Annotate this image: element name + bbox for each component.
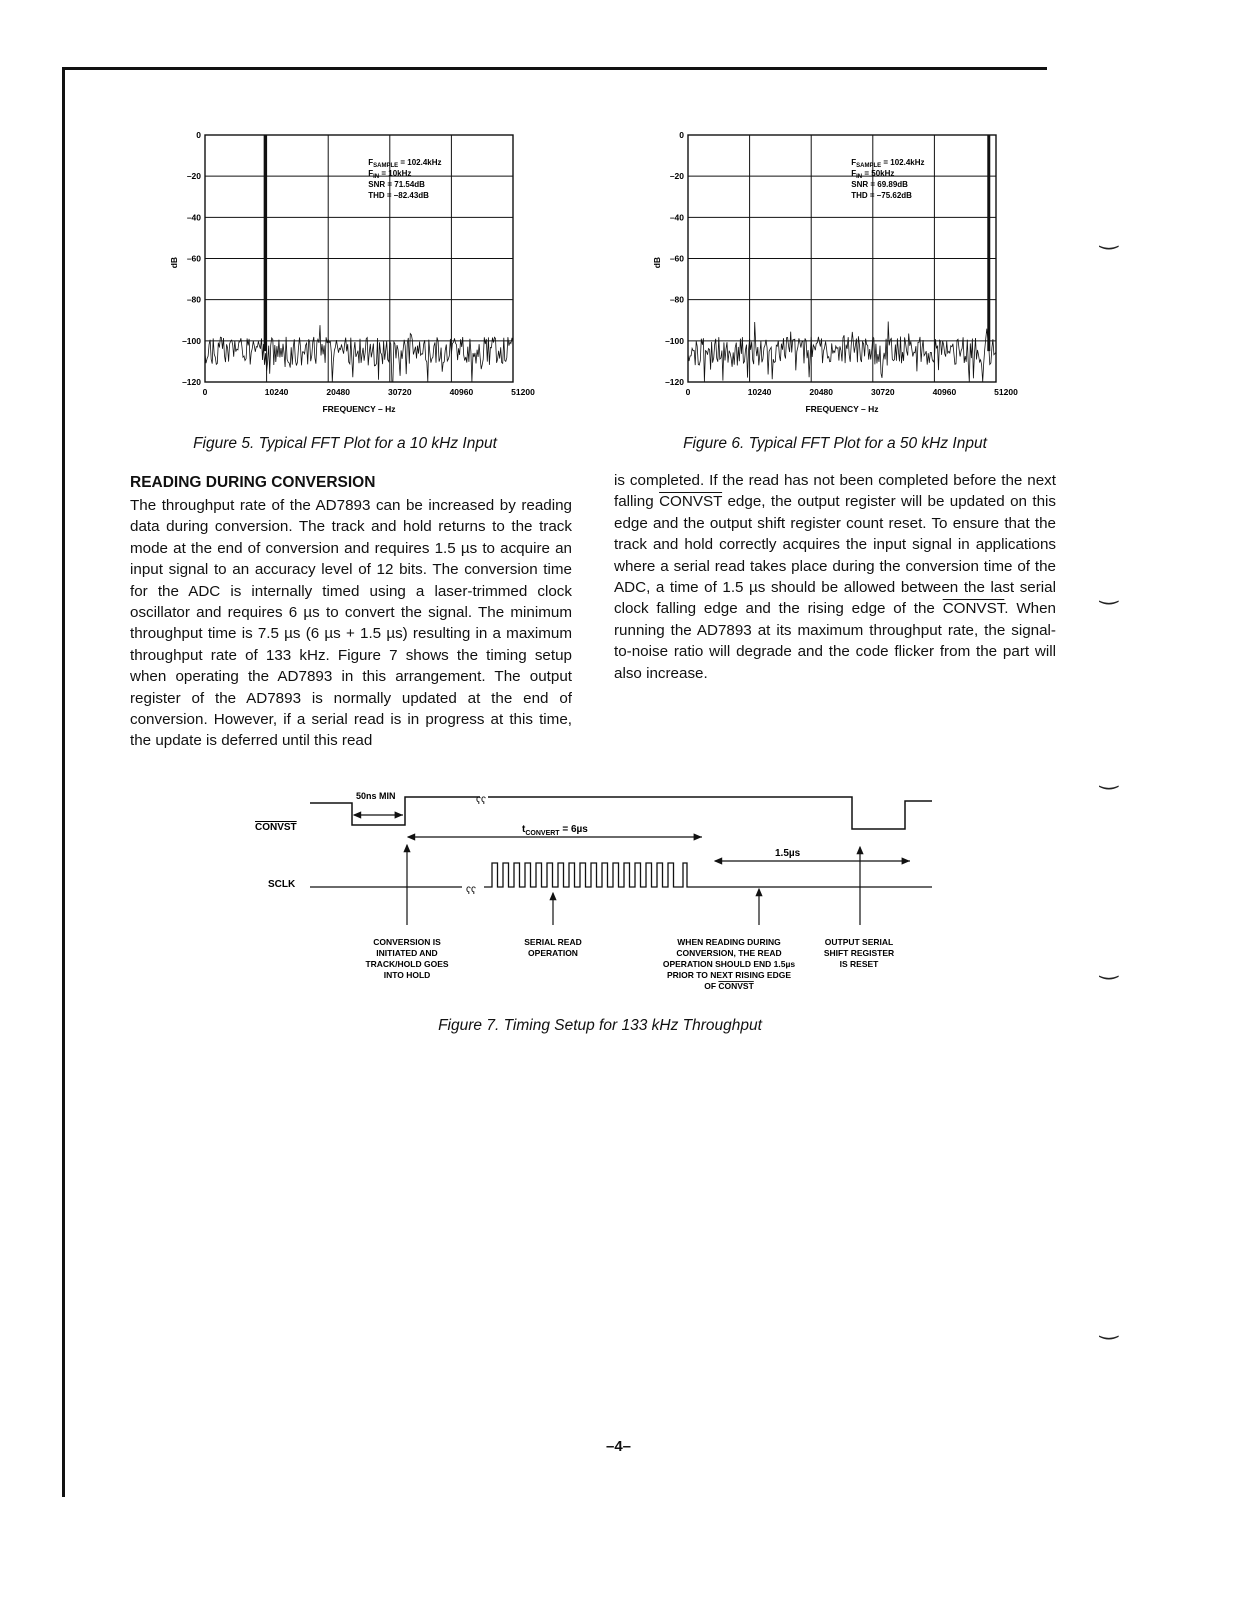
annotation-main: THD = –82.43dB [368, 191, 429, 200]
x-tick-label: 20480 [809, 387, 834, 397]
annotation-main: SNR = 69.89dB [851, 180, 908, 189]
annotation-sub: SAMPLE [856, 163, 882, 169]
annotation-line [851, 158, 924, 169]
margin-mark-2: ‿ [1100, 580, 1118, 605]
y-tick-label: –40 [186, 212, 201, 223]
x-tick-label: 0 [685, 387, 691, 397]
fft-plot-figure-6 [648, 125, 1028, 420]
timing-note-line: SHIFT REGISTER [823, 948, 895, 958]
annotation-sub: IN [373, 174, 380, 180]
annotation-main: F [851, 158, 857, 167]
left-border-rule [62, 67, 65, 1497]
annotation-line [851, 180, 908, 189]
annotation-rest: = 10kHz [379, 169, 412, 178]
timing-note-line: PRIOR TO NEXT RISING EDGE [666, 970, 792, 980]
y-tick-label: –80 [669, 294, 684, 305]
y-tick-label: –80 [186, 294, 201, 305]
body-text-right-column [614, 470, 1056, 684]
figure-5-caption: Figure 5. Typical FFT Plot for a 10 kHz Input [193, 435, 497, 452]
y-tick-label: –100 [665, 335, 684, 346]
annotation-rest: = 50kHz [862, 169, 895, 178]
y-tick-label: –60 [186, 253, 201, 264]
timing-note-line: IS RESET [839, 959, 879, 969]
timing-note-line: OPERATION SHOULD END 1.5µs [662, 959, 796, 969]
min-pulse-label: 50ns MIN [356, 791, 396, 801]
break-mark-top: ʕʕ [476, 796, 486, 807]
timing-note-line: INITIATED AND [376, 948, 438, 958]
timing-note-prefix: OF [704, 981, 719, 991]
right-text-part-1: is completed. If the read has not been completed before the next falling [614, 472, 1056, 511]
x-tick-label: 51200 [511, 387, 535, 397]
x-tick-label: 51200 [994, 387, 1018, 397]
margin-mark-4: ‿ [1100, 955, 1118, 980]
margin-mark-3: ‿ [1100, 765, 1118, 790]
timing-diagram [240, 785, 960, 1000]
x-axis-label: FREQUENCY – Hz [322, 404, 396, 414]
x-tick-label: 40960 [932, 387, 957, 397]
timing-note-line: INTO HOLD [383, 970, 431, 980]
timing-note-line: OPERATION [528, 948, 578, 958]
y-tick-label: –100 [182, 335, 201, 346]
annotation-rest: = 102.4kHz [881, 158, 925, 167]
figure-7-caption: Figure 7. Timing Setup for 133 kHz Throughput [438, 1017, 762, 1034]
timing-note-line: CONVERSION, THE READ [676, 948, 782, 958]
y-tick-label: –120 [665, 377, 684, 387]
annotation-main: THD = –75.62dB [851, 191, 912, 200]
y-axis-label: dB [652, 256, 662, 269]
x-tick-label: 30720 [870, 387, 895, 397]
timing-note-line: OUTPUT SERIAL [824, 937, 894, 947]
convst-overline-2: CONVST [942, 600, 1005, 618]
y-tick-label: –20 [669, 171, 684, 182]
timing-note-line: CONVERSION IS [373, 937, 441, 947]
x-tick-label: 20480 [326, 387, 351, 397]
annotation-line [368, 180, 425, 189]
y-axis-label: dB [169, 256, 179, 269]
tconvert-label: $t_{CONVERT} = 6\mu s$ [522, 824, 588, 837]
annotation-main: F [368, 169, 374, 178]
timing-notes [365, 937, 894, 991]
setup-time-label: 1.5µs [775, 848, 801, 859]
annotation-line [368, 158, 441, 169]
sclk-waveform [310, 863, 932, 887]
x-tick-label: 0 [202, 387, 208, 397]
annotation-sub: SAMPLE [373, 163, 399, 169]
convst-overline-1: CONVST [659, 493, 723, 511]
break-mark-bottom: ʕʕ [466, 886, 476, 897]
top-border-rule [62, 67, 1047, 70]
x-axis-label: FREQUENCY – Hz [805, 404, 879, 414]
annotation-main: F [368, 158, 374, 167]
right-text-part-3: . When running the AD7893 at its maximum throughput rate, the signal-to-noise ratio will degrade and the code flicker from the part will also increase. [614, 600, 1057, 682]
convst-signal-label: CONVST [255, 822, 297, 833]
noise-floor-trace [205, 325, 513, 382]
page-number: –4– [605, 1438, 632, 1455]
figure-6-caption: Figure 6. Typical FFT Plot for a 50 kHz Input [683, 435, 987, 452]
annotation-line [851, 191, 912, 200]
margin-mark-1: ‿ [1100, 225, 1118, 250]
fft-plot-figure-5 [165, 125, 545, 420]
x-tick-label: 30720 [387, 387, 412, 397]
annotation-main: F [851, 169, 857, 178]
margin-mark-5: ‿ [1100, 1315, 1118, 1340]
annotation-main: SNR = 71.54dB [368, 180, 425, 189]
noise-floor-trace [688, 322, 996, 383]
x-tick-label: 40960 [449, 387, 474, 397]
timing-note-line: SERIAL READ [524, 937, 582, 947]
y-tick-label: 0 [679, 130, 684, 140]
annotation-sub: IN [856, 174, 863, 180]
y-tick-label: –20 [186, 171, 201, 182]
y-tick-label: 0 [196, 130, 201, 140]
timing-note-line: WHEN READING DURING [677, 937, 781, 947]
x-tick-label: 10240 [747, 387, 772, 397]
y-tick-label: –40 [669, 212, 684, 223]
timing-note-convst: CONVST [718, 981, 754, 991]
timing-note-line: TRACK/HOLD GOES [365, 959, 449, 969]
convst-waveform [310, 797, 932, 829]
section-heading: READING DURING CONVERSION [130, 474, 376, 491]
right-text-part-2: edge, the output register will be updated on this edge and the output shift register count reset. To ensure that the track and hold correctly acquires the input signal in applications where a serial read takes place during the conversion time of the ADC, a time of 1.5 µs should be allowed between the last serial clock falling edge and the rising edge of the [614, 493, 1056, 618]
sclk-signal-label: SCLK [268, 879, 296, 890]
x-tick-label: 10240 [264, 387, 289, 397]
body-text-left-column: The throughput rate of the AD7893 can be increased by reading data during conversion. The track and hold returns to the track mode at the end of conversion and requires 1.5 µs to acquire an input signal to an accuracy level of 12 bits. The conversion time for the ADC is internally timed using a laser-trimmed clock oscillator and requires 6 µs to convert the signal. The minimum throughput time is 7.5 µs (6 µs + 1.5 µs) resulting in a maximum throughput rate of 133 kHz. Figure 7 shows the timing setup when operating the AD7893 in this arrangement. The output register of the AD7893 is normally updated at the end of conversion. However, if a serial read is in progress at this time, the update is deferred until this read [130, 497, 572, 750]
y-tick-label: –120 [182, 377, 201, 387]
annotation-rest: = 102.4kHz [398, 158, 442, 167]
annotation-line [368, 191, 429, 200]
timing-note-line [704, 981, 754, 991]
y-tick-label: –60 [669, 253, 684, 264]
